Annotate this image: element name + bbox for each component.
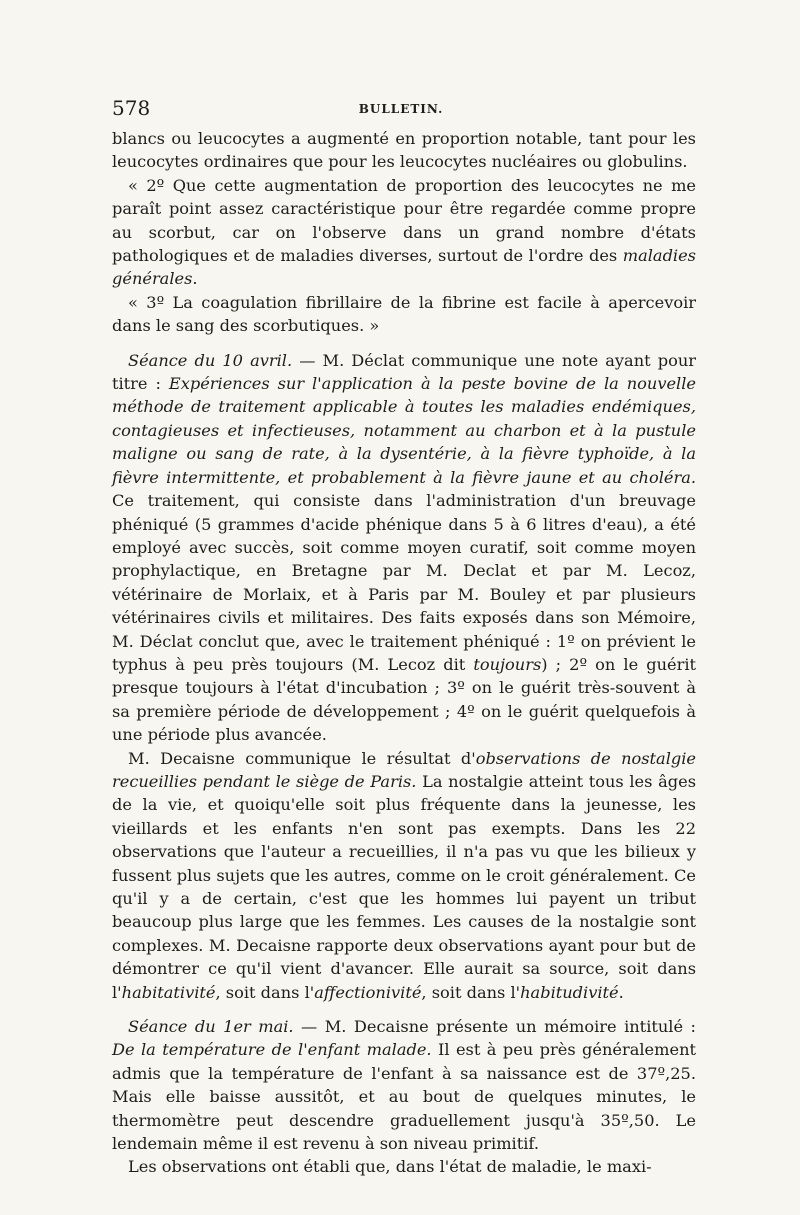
text: La nostalgie atteint tous les âges de la vie, et quoiqu'elle soit plus fréquente dans la jeunesse, les vieillards et les enfants n'en sont pas exempts. Dans les 22 observations que l'auteur a recueillies, il n'a pas vu que les bilieux y fussent plus sujets que les autres, comme on le croit généralement. Ce qu'il y a de certain, c'est que les hommes lui payent un tribut beaucoup plus large que les femmes. Les causes de la nostalgie sont complexes. M. Decaisne rapporte deux observations ayant pour but de démontrer ce qu'il vient d'avancer. Elle aurait sa source, soit dans l' [112, 771, 696, 1002]
text: — M. Decaisne présente un mémoire intitulé : [293, 1017, 696, 1037]
page-body [112, 127, 696, 1179]
page-number: 578 [112, 96, 151, 120]
session-date: Séance du 10 avril. [128, 350, 293, 370]
italic-text: toujours [473, 654, 542, 674]
italic-title: De la température de l'enfant malade. [112, 1040, 432, 1060]
text: « 3º La coagulation fibrillaire de la fibrine est facile à apercevoir dans le sang des scorbutiques. » [112, 292, 696, 336]
paragraph-2 [112, 174, 696, 291]
text: . [192, 269, 198, 289]
text: Il est à peu près généralement admis que la température de l'enfant à sa naissance est de 37º,25. Mais elle baisse aussitôt, et au bout de quelques minutes, le thermomètre peut descendre graduellement jusqu'à 35º,50. Le lendemain même il est revenu à son niveau primitif. [112, 1040, 696, 1154]
italic-text: affectionivité [314, 982, 422, 1002]
session-date: Séance du 1er mai. [128, 1017, 294, 1037]
paragraph-7 [112, 1155, 696, 1178]
text: . [618, 982, 624, 1002]
text: M. Decaisne communique le résultat d' [128, 748, 476, 768]
italic-text: habitativité [121, 982, 216, 1002]
italic-title: Expériences sur l'application à la peste bovine de la nouvelle méthode de traitement applicable à toutes les maladies endémiques, contagieuses et infectieuses, notamment au charbon et à la pustule maligne ou sang de rate, à la dysentérie, à la fièvre typhoïde, à la fièvre intermittente, et probablement à la fièvre jaune et au choléra. [112, 374, 696, 487]
text: blancs ou leucocytes a augmenté en proportion notable, tant pour les leucocytes ordinaires que pour les leucocytes nucléaires ou globulins. [112, 129, 696, 172]
paragraph-6 [112, 1015, 696, 1155]
text: , soit dans l' [421, 982, 521, 1002]
text: Les observations ont établi que, dans l'état de maladie, le maxi- [128, 1157, 652, 1177]
text: Ce traitement, qui consiste dans l'administration d'un breuvage phéniqué (5 grammes d'acide phénique dans 5 à 6 litres d'eau), a été employé avec succès, soit comme moyen curatif, soit comme moyen prophylactique, en Bretagne par M. Declat et par M. Lecoz, vétérinaire de Morlaix, et à Paris par M. Bouley et par plusieurs vétérinaires civils et militaires. Des faits exposés dans son Mémoire, M. Déclat conclut que, avec le traitement phéniqué : 1º on prévient le typhus à peu près toujours (M. Lecoz dit [112, 491, 696, 674]
italic-text: habitudivité [520, 982, 619, 1002]
text: « 2º Que cette augmentation de proportion des leucocytes ne me paraît point assez caractéristique pour être regardée comme propre au scorbut, car on l'observe dans un grand nombre d'états pathologiques et de maladies diverses, surtout de l'ordre des [112, 175, 696, 266]
paragraph-5 [112, 747, 696, 1004]
running-head: BULLETIN. [358, 102, 444, 116]
text: — M. Déclat communique une note ayant pour titre : [112, 350, 696, 394]
paragraph-1 [112, 127, 696, 174]
text: ) ; 2º on le guérit presque toujours à l'état d'incubation ; 3º on le guérit très-souvent à sa première période de développement ; 4º on le guérit quelquefois à une période plus avancée. [112, 654, 696, 745]
text: , soit dans l' [215, 982, 315, 1002]
italic-title: observations de nostalgie recueillies pendant le siège de Paris. [112, 748, 697, 791]
paragraph-4 [112, 349, 696, 747]
page-header [112, 96, 690, 126]
paragraph-3 [112, 291, 696, 338]
italic-text: maladies générales [112, 246, 696, 289]
